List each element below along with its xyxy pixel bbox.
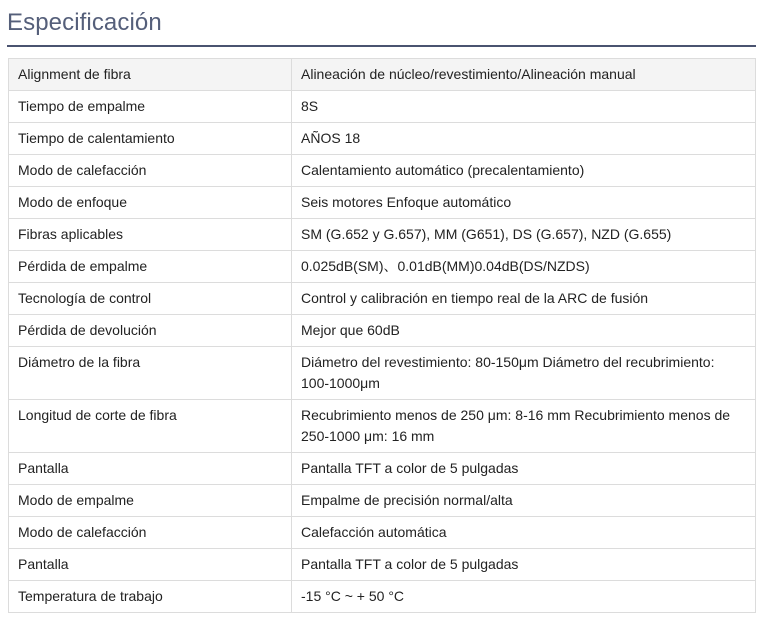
table-row (9, 347, 756, 400)
table-row (9, 187, 756, 219)
table-row (9, 283, 756, 315)
spec-value: 0.025dB(SM)、0.01dB(MM)0.04dB(DS/NZDS) (292, 251, 756, 283)
spec-label: Fibras aplicables (9, 219, 292, 251)
table-row (9, 155, 756, 187)
spec-label: Tiempo de calentamiento (9, 123, 292, 155)
spec-value: Empalme de precisión normal/alta (292, 485, 756, 517)
table-row (9, 581, 756, 613)
title-divider (7, 45, 756, 47)
table-row (9, 315, 756, 347)
spec-label: Pérdida de empalme (9, 251, 292, 283)
table-row (9, 549, 756, 581)
spec-value: 8S (292, 91, 756, 123)
spec-value: Calefacción automática (292, 517, 756, 549)
spec-value: Seis motores Enfoque automático (292, 187, 756, 219)
table-row (9, 485, 756, 517)
spec-label: Modo de empalme (9, 485, 292, 517)
spec-value: Recubrimiento menos de 250 μm: 8-16 mm Recubrimiento menos de 250-1000 μm: 16 mm (292, 400, 756, 453)
spec-label: Alignment de fibra (9, 59, 292, 91)
spec-value: Control y calibración en tiempo real de la ARC de fusión (292, 283, 756, 315)
spec-value: Diámetro del revestimiento: 80-150μm Diámetro del recubrimiento: 100-1000μm (292, 347, 756, 400)
spec-label: Diámetro de la fibra (9, 347, 292, 400)
spec-label: Pantalla (9, 453, 292, 485)
spec-label: Pérdida de devolución (9, 315, 292, 347)
spec-value: Calentamiento automático (precalentamiento) (292, 155, 756, 187)
spec-value: AÑOS 18 (292, 123, 756, 155)
spec-value: Pantalla TFT a color de 5 pulgadas (292, 549, 756, 581)
spec-label: Modo de calefacción (9, 517, 292, 549)
spec-label: Temperatura de trabajo (9, 581, 292, 613)
spec-label: Tecnología de control (9, 283, 292, 315)
table-row (9, 123, 756, 155)
table-row (9, 219, 756, 251)
spec-value: Alineación de núcleo/revestimiento/Alineación manual (292, 59, 756, 91)
spec-value: SM (G.652 y G.657), MM (G651), DS (G.657), NZD (G.655) (292, 219, 756, 251)
table-row (9, 400, 756, 453)
spec-value: -15 °C ~ + 50 °C (292, 581, 756, 613)
table-row (9, 453, 756, 485)
table-row (9, 517, 756, 549)
table-row (9, 251, 756, 283)
spec-label: Tiempo de empalme (9, 91, 292, 123)
spec-value: Mejor que 60dB (292, 315, 756, 347)
table-row (9, 59, 756, 91)
spec-table (8, 58, 756, 613)
spec-label: Longitud de corte de fibra (9, 400, 292, 453)
spec-label: Modo de enfoque (9, 187, 292, 219)
table-row (9, 91, 756, 123)
spec-value: Pantalla TFT a color de 5 pulgadas (292, 453, 756, 485)
spec-label: Pantalla (9, 549, 292, 581)
spec-label: Modo de calefacción (9, 155, 292, 187)
section-title: Especificación (7, 9, 162, 36)
